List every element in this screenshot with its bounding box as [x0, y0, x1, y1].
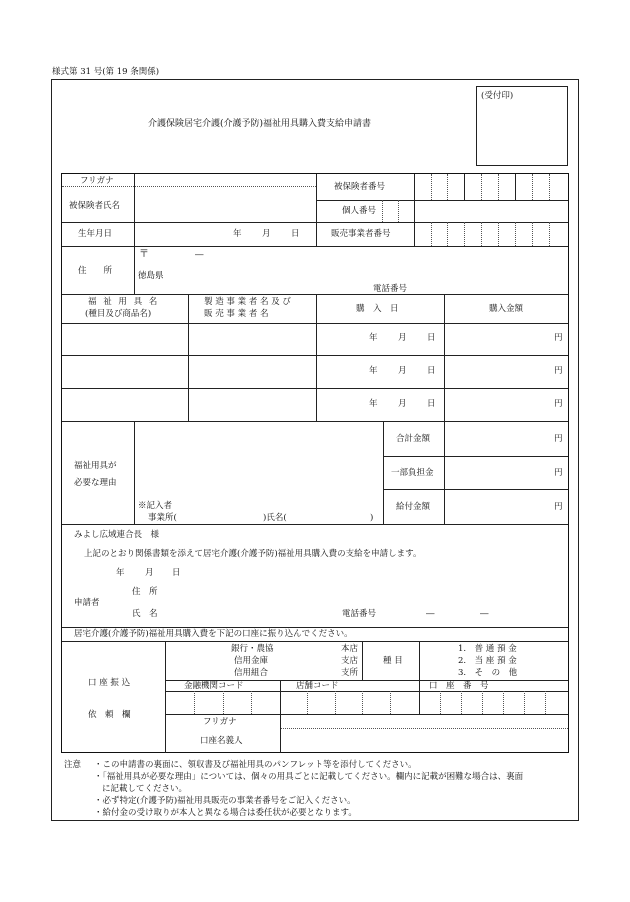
writer-name-label: )氏名(	[263, 513, 287, 523]
bank-instruction: 居宅介護(介護予防)福祉用具購入費を下記の口座に振り込んでください。	[74, 629, 353, 639]
note-line-1: ・この申請書の裏面に、領収書及び福祉用具のパンフレット等を添付してください。	[94, 760, 417, 770]
item-name-subheader: (種目及び商品名)	[85, 309, 152, 319]
row1-yen: 円	[554, 333, 563, 343]
insured-number-input[interactable]	[415, 175, 567, 199]
purchase-date-header: 購 入 日	[356, 304, 399, 314]
benefit-label: 給付金額	[396, 502, 431, 512]
bank-label-2: 依 頼 欄	[88, 710, 131, 720]
application-day: 日	[172, 568, 181, 578]
row1-month: 月	[398, 333, 407, 343]
branch-type-branch: 支店	[341, 656, 359, 666]
application-month: 月	[145, 568, 154, 578]
copay-yen: 円	[554, 468, 563, 478]
inst-code-label: 金融機関コード	[184, 681, 244, 691]
purchase-amount-header: 購入金額	[489, 304, 524, 314]
branch-type-office: 支所	[341, 668, 359, 678]
birth-month: 月	[262, 229, 271, 239]
applicant-phone-dash-2: ―	[480, 609, 489, 619]
reason-label-2: 必要な理由	[74, 478, 117, 488]
personal-number-label: 個人番号	[342, 206, 377, 216]
row2-month: 月	[398, 366, 407, 376]
furigana-input[interactable]	[136, 175, 314, 185]
notes-label: 注意	[64, 760, 82, 770]
insured-number-label: 被保険者番号	[334, 182, 386, 192]
insured-name-label: 被保険者氏名	[69, 201, 121, 211]
applicant-input[interactable]	[180, 582, 560, 622]
address-label: 住 所	[78, 266, 113, 276]
insured-name-input[interactable]	[136, 188, 314, 220]
form-number: 様式第 31 号(第 19 条関係)	[52, 67, 160, 77]
reason-input[interactable]	[136, 423, 381, 495]
addressee: みよし広域連合長 様	[74, 530, 160, 540]
furigana-label: フリガナ	[80, 176, 114, 186]
vendor-number-label: 販売事業者番号	[331, 229, 391, 239]
institution-name-input[interactable]	[167, 643, 227, 678]
page-title: 介護保険居宅介護(介護予防)福祉用具購入費支給申請書	[148, 119, 372, 129]
birth-label: 生年月日	[78, 229, 113, 239]
applicant-address-label: 住 所	[132, 587, 158, 597]
benefit-yen: 円	[554, 502, 563, 512]
item-name-header: 福 祉 用 具 名	[88, 297, 160, 307]
total-amount-yen: 円	[554, 434, 563, 444]
note-line-3: に記載してください。	[102, 784, 188, 794]
holder-name-input[interactable]	[282, 716, 567, 751]
row3-year: 年	[369, 399, 378, 409]
personal-number-input[interactable]	[366, 201, 566, 221]
row3-yen: 円	[554, 399, 563, 409]
reception-stamp-label: (受付印)	[481, 91, 514, 101]
account-kind-label: 種 目	[383, 656, 403, 666]
writer-name-close: )	[370, 513, 374, 523]
maker-subheader: 販 売 事 業 者 名	[204, 309, 269, 319]
applicant-phone-dash-1: ―	[426, 609, 435, 619]
bank-label-1: 口 座 振 込	[88, 678, 131, 688]
application-year: 年	[116, 568, 125, 578]
birth-date-input[interactable]	[136, 224, 314, 244]
inst-type-bank: 銀行・農協	[231, 644, 274, 654]
row1-day: 日	[427, 333, 436, 343]
account-type-current[interactable]: 2. 当 座 預 金	[458, 656, 517, 666]
applicant-label: 申請者	[74, 598, 100, 608]
copay-label: 一部負担金	[391, 468, 434, 478]
prefecture: 徳島県	[138, 271, 164, 281]
postal-dash: ―	[195, 250, 204, 260]
inst-type-shinkin: 信用金庫	[234, 656, 269, 666]
birth-day: 日	[291, 229, 300, 239]
writer-office-label: 事業所(	[148, 513, 177, 523]
postal-mark: 〒	[139, 249, 149, 260]
address-input[interactable]	[136, 248, 566, 292]
inst-code-input[interactable]	[166, 692, 279, 713]
row2-yen: 円	[554, 366, 563, 376]
holder-furigana-label: フリガナ	[203, 717, 237, 727]
inst-type-kumiai: 信用組合	[234, 668, 269, 678]
branch-code-label: 店舗コード	[296, 681, 339, 691]
account-number-input[interactable]	[420, 692, 567, 713]
account-type-ordinary[interactable]: 1. 普 通 預 金	[458, 644, 517, 654]
birth-year: 年	[233, 229, 242, 239]
total-amount-label: 合計金額	[396, 434, 431, 444]
applicant-phone-label: 電話番号	[342, 609, 377, 619]
row2-day: 日	[427, 366, 436, 376]
holder-name-label: 口座名義人	[200, 736, 243, 746]
branch-name-input[interactable]	[282, 643, 338, 678]
reason-label-1: 福祉用具が	[74, 461, 117, 471]
note-line-5: ・給付金の受け取りが本人と異なる場合は委任状が必要となります。	[94, 808, 357, 818]
writer-label: ※記入者	[138, 501, 173, 511]
application-statement: 上記のとおり関係書類を添えて居宅介護(介護予防)福祉用具購入費の支給を申請します。	[84, 549, 422, 559]
vendor-number-input[interactable]	[415, 224, 567, 244]
maker-header: 製 造 事 業 者 名 及 び	[204, 297, 291, 307]
applicant-name-label: 氏 名	[132, 609, 158, 619]
branch-code-input[interactable]	[281, 692, 418, 713]
row3-day: 日	[427, 399, 436, 409]
note-line-4: ・必ず特定(介護予防)福祉用具販売の事業者番号をご記入ください。	[94, 796, 356, 806]
row3-month: 月	[398, 399, 407, 409]
branch-type-main: 本店	[341, 644, 359, 654]
row1-year: 年	[369, 333, 378, 343]
account-number-label: 口 座 番 号	[429, 681, 489, 691]
note-line-2: ・「福祉用具が必要な理由」については、個々の用具ごとに記載してください。欄内に記載が困難な場合は、裏面	[94, 772, 524, 782]
row2-year: 年	[369, 366, 378, 376]
account-type-other[interactable]: 3. そ の 他	[458, 668, 518, 678]
address-phone-label: 電話番号	[373, 284, 408, 294]
